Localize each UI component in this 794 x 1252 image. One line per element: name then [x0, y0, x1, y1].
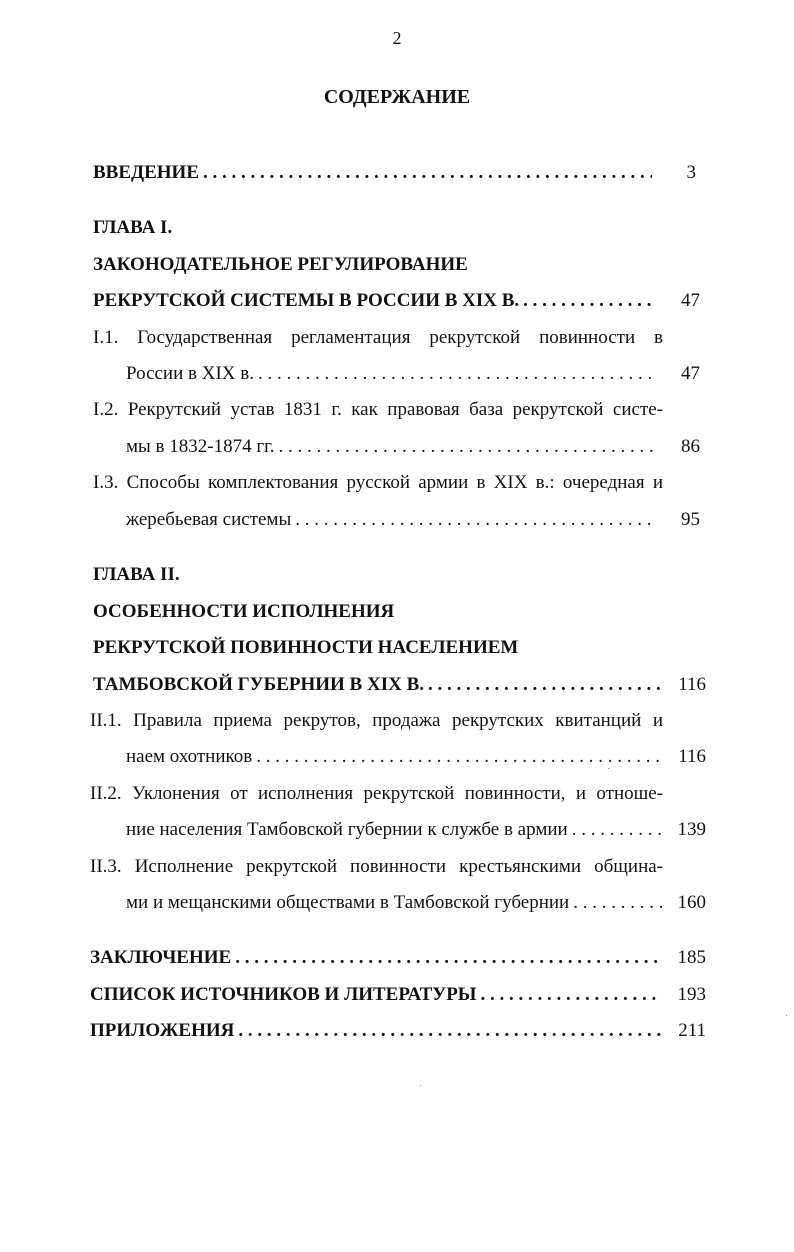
- section-title-line1: Уклонения от исполнения рекрутской повинности, и отноше-: [132, 783, 664, 804]
- toc-entry-chapter1[interactable]: [93, 289, 700, 313]
- section-number: II.3.: [90, 856, 122, 877]
- dot-leader: [235, 946, 662, 970]
- toc-entry-appendices[interactable]: [90, 1019, 706, 1043]
- dot-leader: [256, 745, 662, 769]
- entry-page: 160: [677, 892, 706, 913]
- toc-entry-section-1-2[interactable]: [93, 398, 663, 422]
- entry-page: 86: [681, 436, 700, 457]
- toc-entry-introduction[interactable]: [93, 161, 696, 185]
- section-number: I.2.: [93, 399, 119, 420]
- entry-label: СПИСОК ИСТОЧНИКОВ И ЛИТЕРАТУРЫ: [90, 984, 477, 1005]
- section-title-line2: наем охотников: [126, 746, 253, 767]
- entry-page: 116: [678, 674, 706, 695]
- toc-entry-section-2-3[interactable]: [90, 855, 663, 879]
- section-title-line1: Правила приема рекрутов, продажа рекрутских квитанций и: [133, 710, 663, 731]
- section-title-line2: мы в 1832-1874 гг.: [126, 436, 275, 457]
- toc-entry-section-2-3-cont[interactable]: [126, 891, 706, 915]
- dot-leader: [295, 508, 656, 532]
- entry-label: ПРИЛОЖЕНИЯ: [90, 1020, 235, 1041]
- toc-entry-section-2-2-cont[interactable]: [126, 818, 706, 842]
- dot-leader: [238, 1019, 662, 1043]
- toc-entry-conclusion[interactable]: [90, 946, 706, 970]
- entry-label: ЗАКЛЮЧЕНИЕ: [90, 947, 232, 968]
- section-title-line1: Способы комплектования русской армии в XIX в.: очередная и: [126, 472, 663, 493]
- section-number: I.3.: [93, 472, 119, 493]
- entry-page: 95: [681, 509, 700, 530]
- dot-leader: [428, 673, 662, 697]
- dot-leader: [572, 818, 662, 842]
- chapter1-title-line1: ЗАКОНОДАТЕЛЬНОЕ РЕГУЛИРОВАНИЕ: [93, 254, 468, 275]
- entry-page: 211: [678, 1020, 706, 1041]
- entry-page: 47: [681, 290, 700, 311]
- section-title-line2: России в XIX в.: [126, 363, 254, 384]
- toc-entry-section-2-1[interactable]: [90, 709, 663, 733]
- toc-entry-section-1-3[interactable]: [93, 471, 663, 495]
- dot-leader: [480, 983, 662, 1007]
- entry-page: 47: [681, 363, 700, 384]
- entry-label: ТАМБОВСКОЙ ГУБЕРНИИ В XIX В.: [93, 674, 424, 695]
- chapter2-heading: ГЛАВА II.: [93, 564, 180, 585]
- dot-leader: [203, 161, 652, 185]
- dot-leader: [573, 891, 662, 915]
- section-title-line1: Исполнение рекрутской повинности крестьянскими община-: [134, 856, 664, 877]
- section-title-line2: жеребьевая системы: [126, 509, 292, 530]
- entry-page: 193: [677, 984, 706, 1005]
- section-number: II.2.: [90, 783, 122, 804]
- entry-label: РЕКРУТСКОЙ СИСТЕМЫ В РОССИИ В XIX В.: [93, 290, 520, 311]
- section-title-line1: Рекрутский устав 1831 г. как правовая база рекрутской систе-: [127, 399, 664, 420]
- dot-leader: [258, 362, 656, 386]
- entry-page: 3: [686, 162, 696, 183]
- toc-entry-section-1-1[interactable]: [93, 326, 663, 350]
- toc-entry-section-1-2-cont[interactable]: [126, 435, 700, 459]
- chapter2-title-line2: РЕКРУТСКОЙ ПОВИННОСТИ НАСЕЛЕНИЕМ: [93, 637, 519, 658]
- dot-leader: [523, 289, 656, 313]
- toc-entry-section-2-1-cont[interactable]: [126, 745, 706, 769]
- section-title-line2: ние населения Тамбовской губернии к службе в армии: [126, 819, 568, 840]
- chapter2-title-line1: ОСОБЕННОСТИ ИСПОЛНЕНИЯ: [93, 601, 395, 622]
- chapter1-heading: ГЛАВА I.: [93, 217, 173, 238]
- toc-entry-section-1-3-cont[interactable]: [126, 508, 700, 532]
- scan-speck: [786, 1015, 787, 1016]
- section-number: I.1.: [93, 327, 119, 348]
- toc-entry-sources[interactable]: [90, 983, 706, 1007]
- toc-entry-section-2-2[interactable]: [90, 782, 663, 806]
- scan-speck: [420, 1085, 421, 1086]
- section-title-line2: ми и мещанскими обществами в Тамбовской губернии: [126, 892, 570, 913]
- entry-page: 116: [678, 746, 706, 767]
- section-number: II.1.: [90, 710, 122, 731]
- section-title-line1: Государственная регламентация рекрутской повинности в: [137, 327, 663, 348]
- page-number: 2: [392, 28, 402, 48]
- toc-entry-section-1-1-cont[interactable]: [126, 362, 700, 386]
- entry-label: ВВЕДЕНИЕ: [93, 162, 199, 183]
- dot-leader: [279, 435, 656, 459]
- toc-entry-chapter2[interactable]: [93, 673, 706, 697]
- scan-speck: [608, 768, 609, 769]
- toc-title: СОДЕРЖАНИЕ: [323, 86, 471, 108]
- entry-page: 185: [677, 947, 706, 968]
- entry-page: 139: [677, 819, 706, 840]
